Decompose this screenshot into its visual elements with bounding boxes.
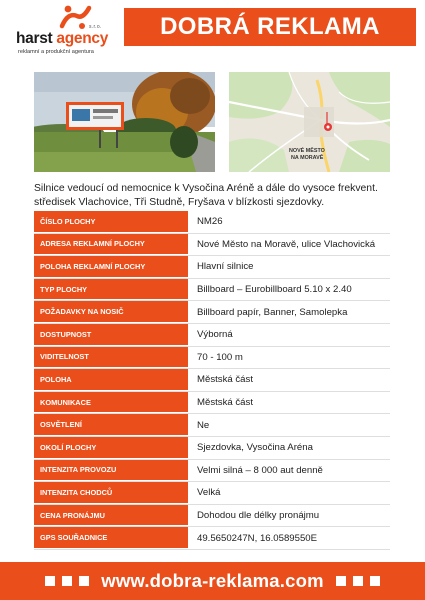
- row-label: POLOHA: [34, 369, 188, 391]
- table-row: [34, 414, 390, 437]
- page-footer: [0, 562, 425, 600]
- table-row: [34, 324, 390, 347]
- row-label: INTENZITA CHODCŮ: [34, 482, 188, 504]
- row-label: INTENZITA PROVOZU: [34, 460, 188, 482]
- row-label: KOMUNIKACE: [34, 392, 188, 414]
- table-row: [34, 527, 390, 550]
- row-value: Billboard papír, Banner, Samolepka: [197, 306, 348, 318]
- row-value: 49.5650247N, 16.0589550E: [197, 532, 318, 544]
- row-value: Billboard – Eurobillboard 5.10 x 2.40: [197, 284, 352, 296]
- row-label: OKOLÍ PLOCHY: [34, 437, 188, 459]
- row-label: VIDITELNOST: [34, 347, 188, 369]
- row-label: TYP PLOCHY: [34, 279, 188, 301]
- row-label: POLOHA REKLAMNÍ PLOCHY: [34, 256, 188, 278]
- logo-tagline: reklamní a produkční agentura: [18, 49, 94, 55]
- page-title: DOBRÁ REKLAMA: [160, 13, 380, 40]
- table-row: [34, 279, 390, 302]
- square-icon: [45, 576, 55, 586]
- logo-name-part1: harst: [16, 30, 57, 47]
- table-row: [34, 437, 390, 460]
- row-label: CENA PRONÁJMU: [34, 505, 188, 527]
- logo-name: [16, 30, 108, 48]
- billboard-photo: [34, 72, 215, 172]
- logo-name-part2: agency: [56, 30, 109, 47]
- row-value: 70 - 100 m: [197, 351, 243, 363]
- row-label: ADRESA REKLAMNÍ PLOCHY: [34, 234, 188, 256]
- logo-suffix: s.r.o.: [89, 24, 102, 30]
- table-row: [34, 301, 390, 324]
- row-label: POŽADAVKY NA NOSIČ: [34, 301, 188, 323]
- row-label: GPS SOUŘADNICE: [34, 527, 188, 549]
- row-value: Dohodou dle délky pronájmu: [197, 510, 320, 522]
- square-icon: [62, 576, 72, 586]
- table-row: [34, 211, 390, 234]
- row-label: ČÍSLO PLOCHY: [34, 211, 188, 233]
- row-value: Městská část: [197, 397, 253, 409]
- row-value: Velká: [197, 487, 221, 499]
- table-row: [34, 482, 390, 505]
- table-row: [34, 256, 390, 279]
- map-place-label-2: NA MORAVĚ: [291, 155, 324, 161]
- row-value: Velmi silná – 8 000 aut denně: [197, 464, 323, 476]
- row-value: Sjezdovka, Vysočina Aréna: [197, 442, 313, 454]
- title-bar: [124, 8, 416, 46]
- website-link[interactable]: www.dobra-reklama.com: [101, 570, 324, 591]
- location-map: [229, 72, 390, 172]
- location-description: Silnice vedoucí od nemocnice k Vysočina Aréně a dále do vysoce frekvent. středisek Vlachovice, Tři Studně, Fryšava v blízkosti sjezdovky.: [34, 183, 378, 208]
- map-place-label-1: NOVÉ MĚSTO: [289, 148, 325, 154]
- info-table: [34, 211, 390, 550]
- row-value: Výborná: [197, 329, 233, 341]
- row-label: DOSTUPNOST: [34, 324, 188, 346]
- company-logo: [6, 4, 118, 58]
- row-value: Nové Město na Moravě, ulice Vlachovická: [197, 238, 376, 250]
- square-icon: [336, 576, 346, 586]
- table-row: [34, 347, 390, 370]
- row-value: Hlavní silnice: [197, 261, 254, 273]
- table-row: [34, 369, 390, 392]
- row-value: Ne: [197, 419, 210, 431]
- footer-squares-right: [336, 576, 380, 586]
- page-header: [0, 0, 425, 62]
- table-row: [34, 460, 390, 483]
- row-value: Městská část: [197, 374, 253, 386]
- table-row: [34, 505, 390, 528]
- square-icon: [79, 576, 89, 586]
- table-row: [34, 392, 390, 415]
- square-icon: [370, 576, 380, 586]
- row-value: NM26: [197, 216, 223, 228]
- table-row: [34, 234, 390, 257]
- footer-squares-left: [45, 576, 89, 586]
- row-label: OSVĚTLENÍ: [34, 414, 188, 436]
- square-icon: [353, 576, 363, 586]
